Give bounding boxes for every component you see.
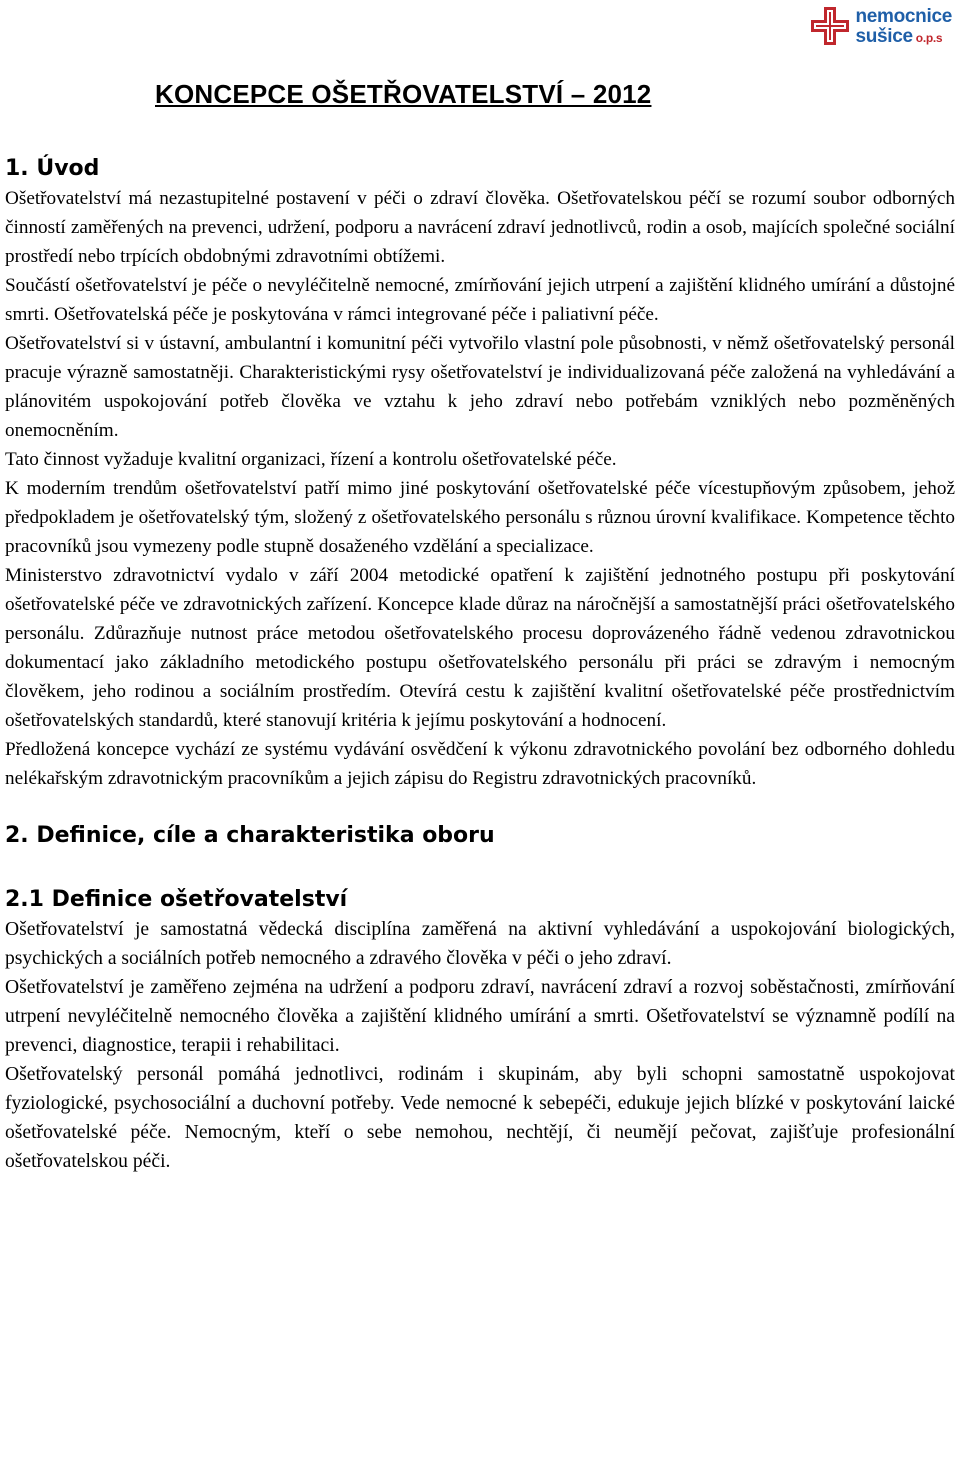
paragraph: Ošetřovatelství je zaměřeno zejména na udržení a podporu zdraví, navrácení zdraví a rozvoj soběstačnosti, zmírňování utrpení nevyléčitelně nemocného člověka a zajištění klidného umírání a smrti. Ošetřovatelství se významně podílí na prevenci, diagnostice, terapii i rehabilitaci. bbox=[5, 977, 955, 1056]
hospital-logo bbox=[810, 6, 952, 46]
paragraph: Součástí ošetřovatelství je péče o nevyléčitelně nemocné, zmírňování jejich utrpení a zajištění klidného umírání a důstojné smrti. Ošetřovatelská péče je poskytována v rámci integrované péče i paliativní péče. bbox=[5, 275, 955, 325]
paragraph: Ministerstvo zdravotnictví vydalo v září 2004 metodické opatření k zajištění jednotného postupu při poskytování ošetřovatelské péče ve zdravotnických zařízení. Koncepce klade důraz na náročnější a samostatnější práci ošetřovatelského personálu. Zdůrazňuje nutnost práce metodou ošetřovatelského procesu doprovázeného řádně vedenou zdravotnickou dokumentací jako základního metodického postupu ošetřovatelského personálu při práci se zdravým i nemocným člověkem, jeho rodinou a sociálním prostředím. Otevírá cestu k zajištění kvalitní ošetřovatelské péče prostřednictvím ošetřovatelských standardů, které stanovují kritéria k jejímu poskytování a hodnocení. bbox=[5, 565, 955, 731]
section-heading-definitions: 2. Definice, cíle a charakteristika oboru bbox=[5, 823, 495, 848]
hospital-cross-icon bbox=[810, 6, 850, 46]
paragraph: Ošetřovatelství má nezastupitelné postavení v péči o zdraví člověka. Ošetřovatelskou péčí se rozumí soubor odborných činností zaměřených na prevenci, udržení, podporu a navrácení zdraví jednotlivců, rodin a osob, majících společné sociální prostředí nebo trpících obdobnými zdravotními obtížemi. bbox=[5, 188, 955, 267]
paragraph: Předložená koncepce vychází ze systému vydávání osvědčení k výkonu zdravotnického povolání bez odborného dohledu nelékařským zdravotnickým pracovníkům a jejich zápisu do Registru zdravotnických pracovníků. bbox=[5, 739, 955, 789]
logo-line-1: nemocnice bbox=[855, 5, 952, 27]
subsection-heading-definition: 2.1 Definice ošetřovatelství bbox=[5, 887, 348, 912]
paragraph: Ošetřovatelský personál pomáhá jednotlivci, rodinám i skupinám, aby byli schopni samostatně uspokojovat fyziologické, psychosociální a duchovní potřeby. Vede nemocné k sebepéči, edukuje jejich blízké v poskytování laické ošetřovatelské péče. Nemocným, kteří o sebe nemohou, nechtějí, či neumějí pečovat, zajišťuje profesionální ošetřovatelskou péči. bbox=[5, 1064, 955, 1172]
section-heading-intro: 1. Úvod bbox=[5, 156, 100, 181]
logo-city: sušice bbox=[855, 25, 913, 47]
logo-line-2 bbox=[855, 27, 952, 46]
document-title: KONCEPCE OŠETŘOVATELSTVÍ – 2012 bbox=[155, 79, 652, 109]
paragraph: Ošetřovatelství si v ústavní, ambulantní i komunitní péči vytvořilo vlastní pole působnosti, v němž ošetřovatelský personál pracuje výrazně samostatněji. Charakteristickými rysy ošetřovatelství je individualizovaná péče založená na vyhledávání a plánovitém uspokojování potřeb člověka ve vztahu k jeho zdraví nebo potřebám vzniklých nebo pozměněných onemocněním. bbox=[5, 333, 955, 441]
document-body bbox=[5, 76, 955, 1176]
logo-text bbox=[855, 7, 952, 46]
paragraph: K moderním trendům ošetřovatelství patří mimo jiné poskytování ošetřovatelské péče vícestupňovým způsobem, jehož předpokladem je ošetřovatelský tým, složený z ošetřovatelského personálu s různou úrovní kvalifikace. Kompetence těchto pracovníků jsou vymezeny podle stupně dosaženého vzdělání a specializace. bbox=[5, 478, 955, 557]
paragraph: Ošetřovatelství je samostatná vědecká disciplína zaměřená na aktivní vyhledávání a uspokojování biologických, psychických a sociálních potřeb nemocného a zdravého člověka v péči o jeho zdraví. bbox=[5, 919, 955, 969]
logo-suffix: o.p.s bbox=[915, 30, 943, 45]
paragraph: Tato činnost vyžaduje kvalitní organizaci, řízení a kontrolu ošetřovatelské péče. bbox=[5, 449, 617, 470]
